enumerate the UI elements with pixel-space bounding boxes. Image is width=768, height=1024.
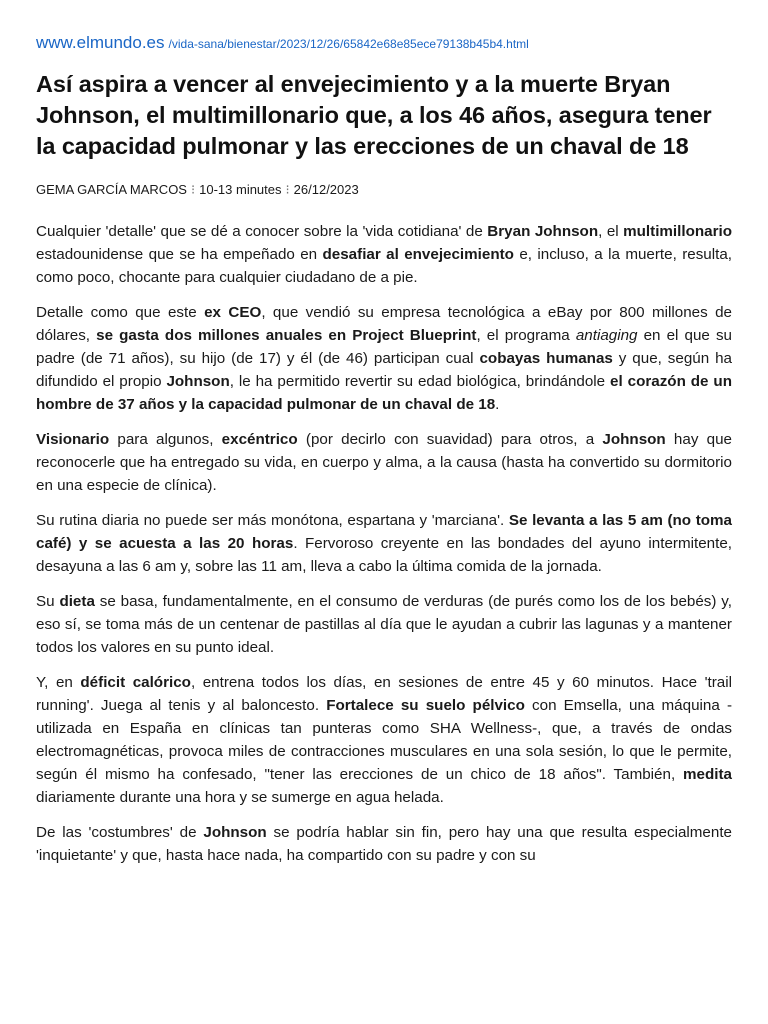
paragraph-text: , el programa [476, 327, 576, 344]
article-body [36, 220, 732, 867]
article-headline: Así aspira a vencer al envejecimiento y a la muerte Bryan Johnson, el multimillonario que, a los 46 años, asegura tener la capacidad pulmonar y las erecciones de un chaval de 18 [36, 71, 712, 159]
paragraph-text: Detalle como que este [36, 304, 205, 321]
author-name: GEMA GARCÍA MARCOS [36, 182, 187, 197]
paragraph-text: (por decirlo con suavidad) para otros, a [297, 431, 603, 448]
bold-text: Johnson [203, 824, 267, 841]
article-paragraph-3 [36, 428, 732, 497]
byline-separator: ⁝ [190, 182, 196, 197]
paragraph-text: , que vendió su empresa tecnológica a eBay por 800 millones de dólares, [36, 304, 733, 344]
bold-text: ex CEO [204, 304, 262, 321]
article-paragraph-6 [36, 671, 732, 809]
bold-text: Fortalece su suelo pélvico [326, 697, 525, 714]
article-paragraph-7 [36, 821, 732, 867]
source-url [36, 32, 732, 55]
bold-text: medita [683, 766, 732, 783]
bold-text: Johnson [602, 431, 666, 448]
bold-text: déficit calórico [80, 674, 191, 691]
source-domain-link[interactable]: www.elmundo.es [36, 33, 165, 52]
bold-text: multimillonario [623, 223, 732, 240]
read-time: 10-13 minutes [199, 182, 282, 197]
bold-text: Visionario [36, 431, 110, 448]
paragraph-text: Su rutina diaria no puede ser más monótona, espartana y 'marciana'. [36, 512, 509, 529]
paragraph-text: se basa, fundamentalmente, en el consumo de verduras (de purés como los de los bebés) y, eso sí, se toma más de un centenar de pastillas al día que le ayudan a cubrir las lagunas y a mantener todos los valores en su punto ideal. [36, 593, 732, 656]
article-paragraph-4 [36, 509, 732, 578]
paragraph-text: para algunos, [109, 431, 222, 448]
bold-text: Johnson [166, 373, 230, 390]
bold-text: Bryan Johnson [487, 223, 599, 240]
publish-date: 26/12/2023 [293, 182, 359, 197]
paragraph-text: De las 'costumbres' de [36, 824, 204, 841]
paragraph-text: e, incluso, a la muerte, resulta, como poco, chocante para cualquier ciudadano de a pie. [36, 246, 732, 286]
bold-text: Se levanta a las 5 am (no toma café) y se acuesta a las 20 horas [36, 512, 732, 552]
paragraph-text: con Emsella, una máquina -utilizada en España en clínicas tan punteras como SHA Wellness-, que, a través de ondas electromagnéticas, provoca miles de contracciones musculares en una sola sesión, lo que le permite, según él mismo ha confesado, "tener las erecciones de un chico de 18 años". También, [36, 697, 732, 783]
bold-text: dieta [59, 593, 95, 610]
bold-text: excéntrico [221, 431, 298, 448]
paragraph-text: . [495, 396, 500, 413]
paragraph-text: estadounidense que se ha empeñado en [36, 246, 323, 263]
italic-text: antiaging [575, 327, 638, 344]
bold-text: cobayas humanas [479, 350, 613, 367]
paragraph-text: y que, según ha difundido el propio [36, 350, 732, 390]
article-paragraph-1 [36, 220, 732, 289]
paragraph-text: , le ha permitido revertir su edad biológica, brindándole [229, 373, 611, 390]
paragraph-text: en el que su padre (de 71 años), su hijo (de 17) y él (de 46) participan cual [36, 327, 732, 367]
paragraph-text: Su [36, 593, 60, 610]
bold-text: se gasta dos millones anuales en Project Blueprint [96, 327, 477, 344]
paragraph-text: , entrena todos los días, en sesiones de entre 45 y 60 minutos. Hace 'trail running'. Juega al tenis y al baloncesto. [36, 674, 732, 714]
article-paragraph-5 [36, 590, 732, 659]
article-byline [36, 180, 732, 200]
source-path-link[interactable]: /vida-sana/bienestar/2023/12/26/65842e68e85ece79138b45b4.html [168, 37, 529, 51]
paragraph-text: Y, en [36, 674, 81, 691]
bold-text: el corazón de un hombre de 37 años y la capacidad pulmonar de un chaval de 18 [36, 373, 732, 413]
paragraph-text: Cualquier 'detalle' que se dé a conocer sobre la 'vida cotidiana' de [36, 223, 488, 240]
byline-separator: ⁝ [285, 182, 290, 197]
paragraph-text: , el [598, 223, 624, 240]
paragraph-text: se podría hablar sin fin, pero hay una que resulta especialmente 'inquietante' y que, hasta hace nada, ha compartido con su padre y con su [36, 824, 732, 864]
paragraph-text: diariamente durante una hora y se sumerge en agua helada. [36, 789, 444, 806]
article-paragraph-2 [36, 301, 732, 416]
paragraph-text: . Fervoroso creyente en las bondades del ayuno intermitente, desayuna a las 6 am y, sobre las 11 am, lleva a cabo la última comida de la jornada. [36, 535, 732, 575]
paragraph-text: hay que reconocerle que ha entregado su vida, en cuerpo y alma, a la causa (hasta ha convertido su dormitorio en una especie de clínica). [36, 431, 732, 494]
bold-text: desafiar al envejecimiento [322, 246, 514, 263]
